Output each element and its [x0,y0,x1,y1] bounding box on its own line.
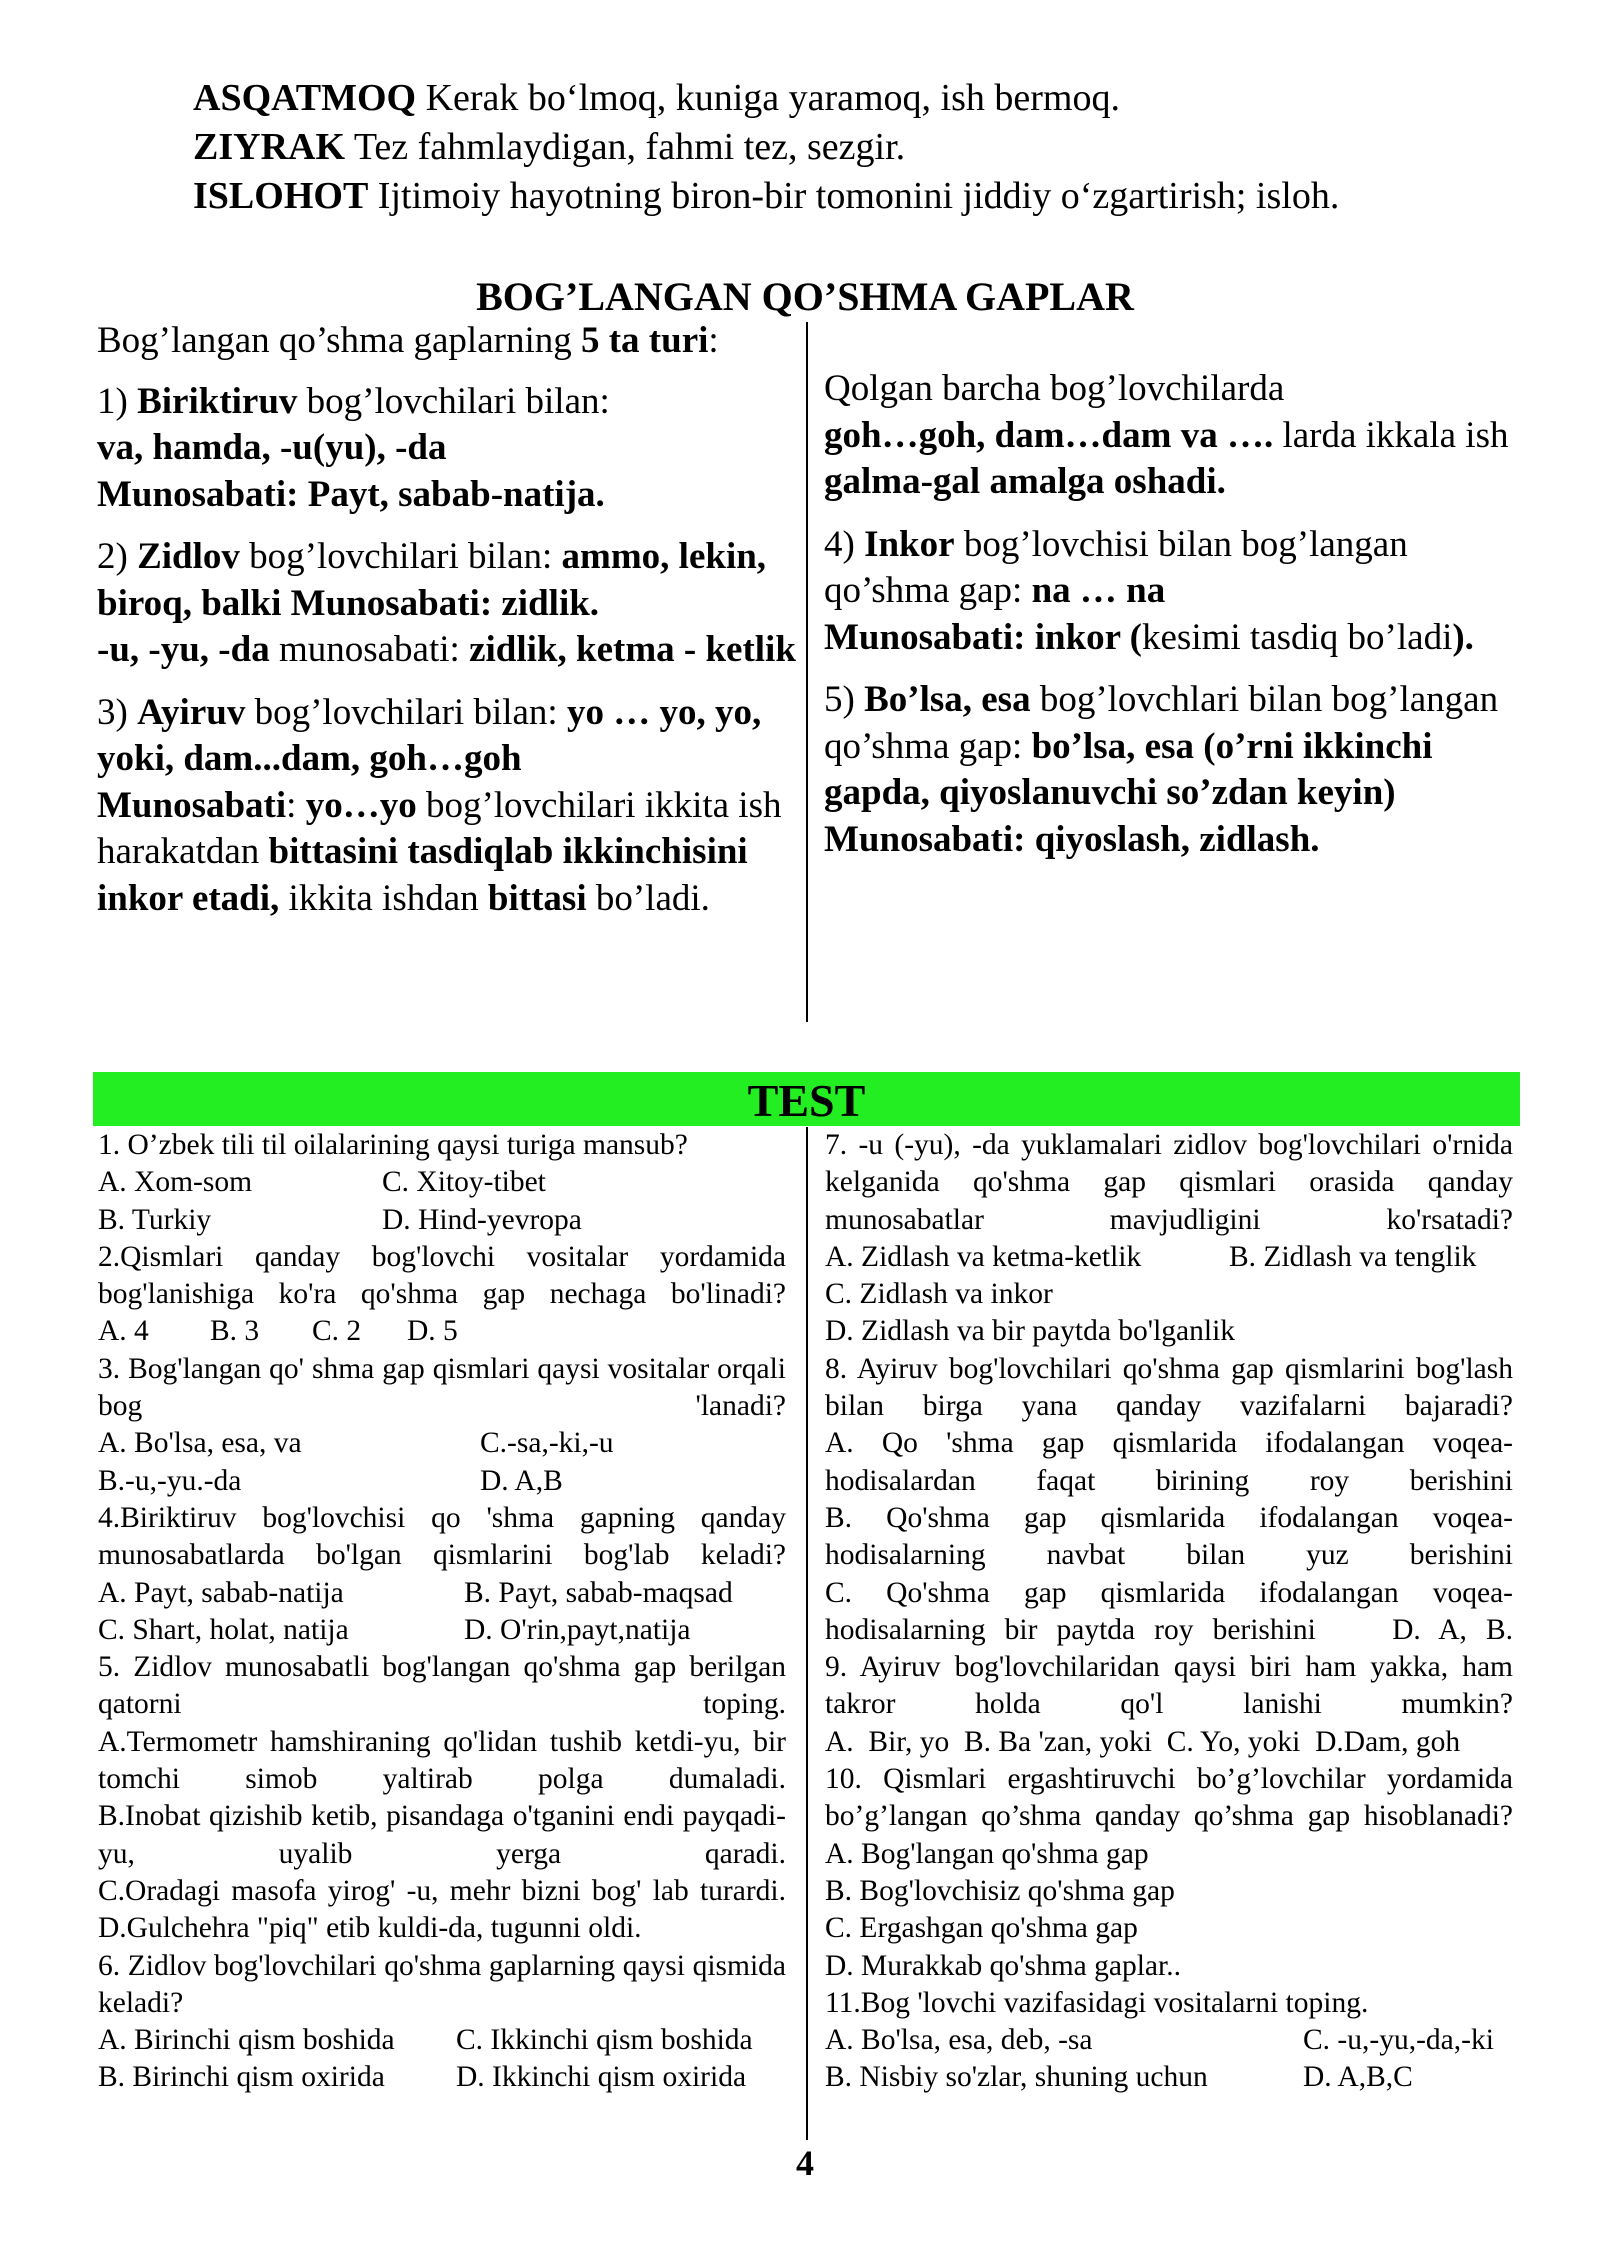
question-8: 8. Ayiruv bog'lovchilari qo'shma gap qismlarini bog'lash bilan birga yana qanday vazifalarni bajaradi? [825,1352,1513,1423]
question-3-options-row-1: A. Bo'lsa, esa, va C.-sa,-ki,-u [98,1427,614,1460]
question-1-options-row-1: A. Xom-som C. Xitoy-tibet [98,1166,546,1199]
theory-right-column [824,366,1524,879]
question-7: 7. -u (-yu), -da yuklamalari zidlov bog'lovchilari o'rnida kelganida qo'shma gap qismlari orasida qanday munosabatlar mavjudligini ko'rsatadi? [825,1129,1513,1236]
question-2: 2.Qismlari qanday bog'lovchi vositalar yordamida bog'lanishiga ko'ra qo'shma gap nechaga bo'linadi? [98,1240,786,1311]
type-3-ayiruv: 3) Ayiruv bog’lovchilari bilan: yo … yo, yo, yoki, dam...dam, goh…goh Munosabati: yo…yo bog’lovchilari ikkita ish harakatdan bittasini tasdiqlab ikkinchisini inkor etadi, ikkita ishdan bittasi bo’ladi. [97,691,782,919]
question-5-option-a: A.Termometr hamshiraning qo'lidan tushib ketdi-yu, bir tomchi simob yaltirab polga dumaladi. [98,1725,786,1796]
question-8-option-c: C. Qo'shma gap qismlarida ifodalangan voqea-hodisalarning bir paytda roy berishini D. A, B. [825,1576,1513,1646]
questions-left-column [98,1127,786,2097]
questions-right-column [825,1127,1513,2097]
question-5-option-d: D.Gulchehra "piq" etib kuldi-da, tugunni oldi. [98,1912,642,1945]
question-6-options-row-2: B. Birinchi qism oxirida D. Ikkinchi qism oxirida [98,2061,747,2094]
question-11-options-row-2: B. Nisbiy so'zlar, shuning uchun D. A,B,C [825,2061,1413,2094]
theory-left-column [97,318,797,938]
definition-1: ASQATMOQ Kerak bo‘lmoq, kuniga yaramoq, ish bermoq. [193,77,1120,119]
question-10-option-d: D. Murakkab qo'shma gaplar.. [825,1949,1181,1982]
page-number: 4 [796,2143,814,2183]
definition-2: ZIYRAK Tez fahmlaydigan, fahmi tez, sezgir. [193,126,906,168]
question-1: 1. O’zbek tili til oilalarining qaysi turiga mansub? [98,1129,688,1161]
question-9-options: A. Bir, yo B. Ba 'zan, yoki C. Yo, yoki D.Dam, goh [825,1725,1461,1758]
section-title: BOG’LANGAN QO’SHMA GAPLAR [476,274,1134,319]
right-intro: Qolgan barcha bog’lovchilarda goh…goh, dam…dam va …. larda ikkala ish galma-gal amalga oshadi. [824,368,1509,502]
question-10: 10. Qismlari ergashtiruvchi bo’g’lovchilar yordamida bo’g’langan qo’shma qanday qo’shma gap hisoblanadi? [825,1763,1513,1833]
question-3: 3. Bog'langan qo' shma gap qismlari qaysi vositalar orqali bog 'lanadi? [98,1352,786,1423]
question-10-option-a: A. Bog'langan qo'shma gap [825,1837,1149,1870]
question-2-options: A. 4 B. 3 C. 2 D. 5 [98,1315,458,1348]
type-4-inkor: 4) Inkor bog’lovchisi bilan bog’langan qo’shma gap: na … na Munosabati: inkor (kesimi tasdiq bo’ladi). [824,523,1474,658]
question-7-options-row-1: A. Zidlash va ketma-ketlik B. Zidlash va tenglik [825,1240,1477,1273]
question-10-option-c: C. Ergashgan qo'shma gap [825,1912,1138,1945]
question-5: 5. Zidlov munosabatli bog'langan qo'shma gap berilgan qatorni toping. [98,1651,786,1721]
type-5-bolsa-esa: 5) Bo’lsa, esa bog’lovchlari bilan bog’langan qo’shma gap: bo’lsa, esa (o’rni ikkinchi gapda, qiyoslanuvchi so’zdan keyin) Munosabati: qiyoslash, zidlash. [824,679,1499,860]
question-6: 6. Zidlov bog'lovchilari qo'shma gaplarning qaysi qismida keladi? [98,1949,786,2019]
question-11: 11.Bog 'lovchi vazifasidagi vositalarni toping. [825,1986,1369,2019]
definition-3: ISLOHOT Ijtimoiy hayotning biron-bir tomonini jiddiy o‘zgartirish; isloh. [193,175,1340,217]
type-2-zidlov: 2) Zidlov bog’lovchilari bilan: ammo, lekin, biroq, balki Munosabati: zidlik. -u, -yu, -da munosabati: zidlik, ketma - ketlik [97,536,796,670]
question-11-options-row-1: A. Bo'lsa, esa, deb, -sa C. -u,-yu,-da,-ki [825,2024,1494,2057]
question-6-options-row-1: A. Birinchi qism boshida C. Ikkinchi qism boshida [98,2024,753,2057]
question-9: 9. Ayiruv bog'lovchilaridan qaysi biri ham yakka, ham takror holda qo'l lanishi mumkin? [825,1651,1513,1721]
intro-text: Bog’langan qo’shma gaplarning 5 ta turi: [97,320,719,361]
type-1-biriktiruv: 1) Biriktiruv bog’lovchilari bilan: va, hamda, -u(yu), -da Munosabati: Payt, sabab-natija. [97,380,610,515]
question-10-option-b: B. Bog'lovchisiz qo'shma gap [825,1874,1175,1907]
question-4-options-row-1: A. Payt, sabab-natija B. Payt, sabab-maqsad [98,1576,733,1609]
test-title: TEST [93,1072,1520,1126]
question-7-option-d: D. Zidlash va bir paytda bo'lganlik [825,1315,1236,1348]
question-8-option-a: A. Qo 'shma gap qismlarida ifodalangan voqea-hodisalardan faqat birining roy berishini [825,1427,1513,1497]
question-4-options-row-2: C. Shart, holat, natija D. O'rin,payt,natija [98,1613,691,1646]
question-5-option-c: C.Oradagi masofa yirog' -u, mehr bizni bog' lab turardi. [98,1874,786,1907]
question-1-options-row-2: B. Turkiy D. Hind-yevropa [98,1203,582,1236]
definitions [193,74,1523,221]
question-8-option-b: B. Qo'shma gap qismlarida ifodalangan voqea-hodisalarning navbat bilan yuz berishini [825,1501,1513,1572]
question-3-options-row-2: B.-u,-yu.-da D. A,B [98,1464,563,1497]
question-7-option-c: C. Zidlash va inkor [825,1278,1053,1311]
test-column-divider [806,1127,808,2140]
theory-columns [97,318,1517,1024]
question-4: 4.Biriktiruv bog'lovchisi qo 'shma gapning qanday munosabatlarda bo'lgan qismlarini bog'lab keladi? [98,1501,786,1572]
question-5-option-b: B.Inobat qizishib ketib, pisandaga o'tganini endi payqadi-yu, uyalib yerga qaradi. [98,1800,786,1870]
